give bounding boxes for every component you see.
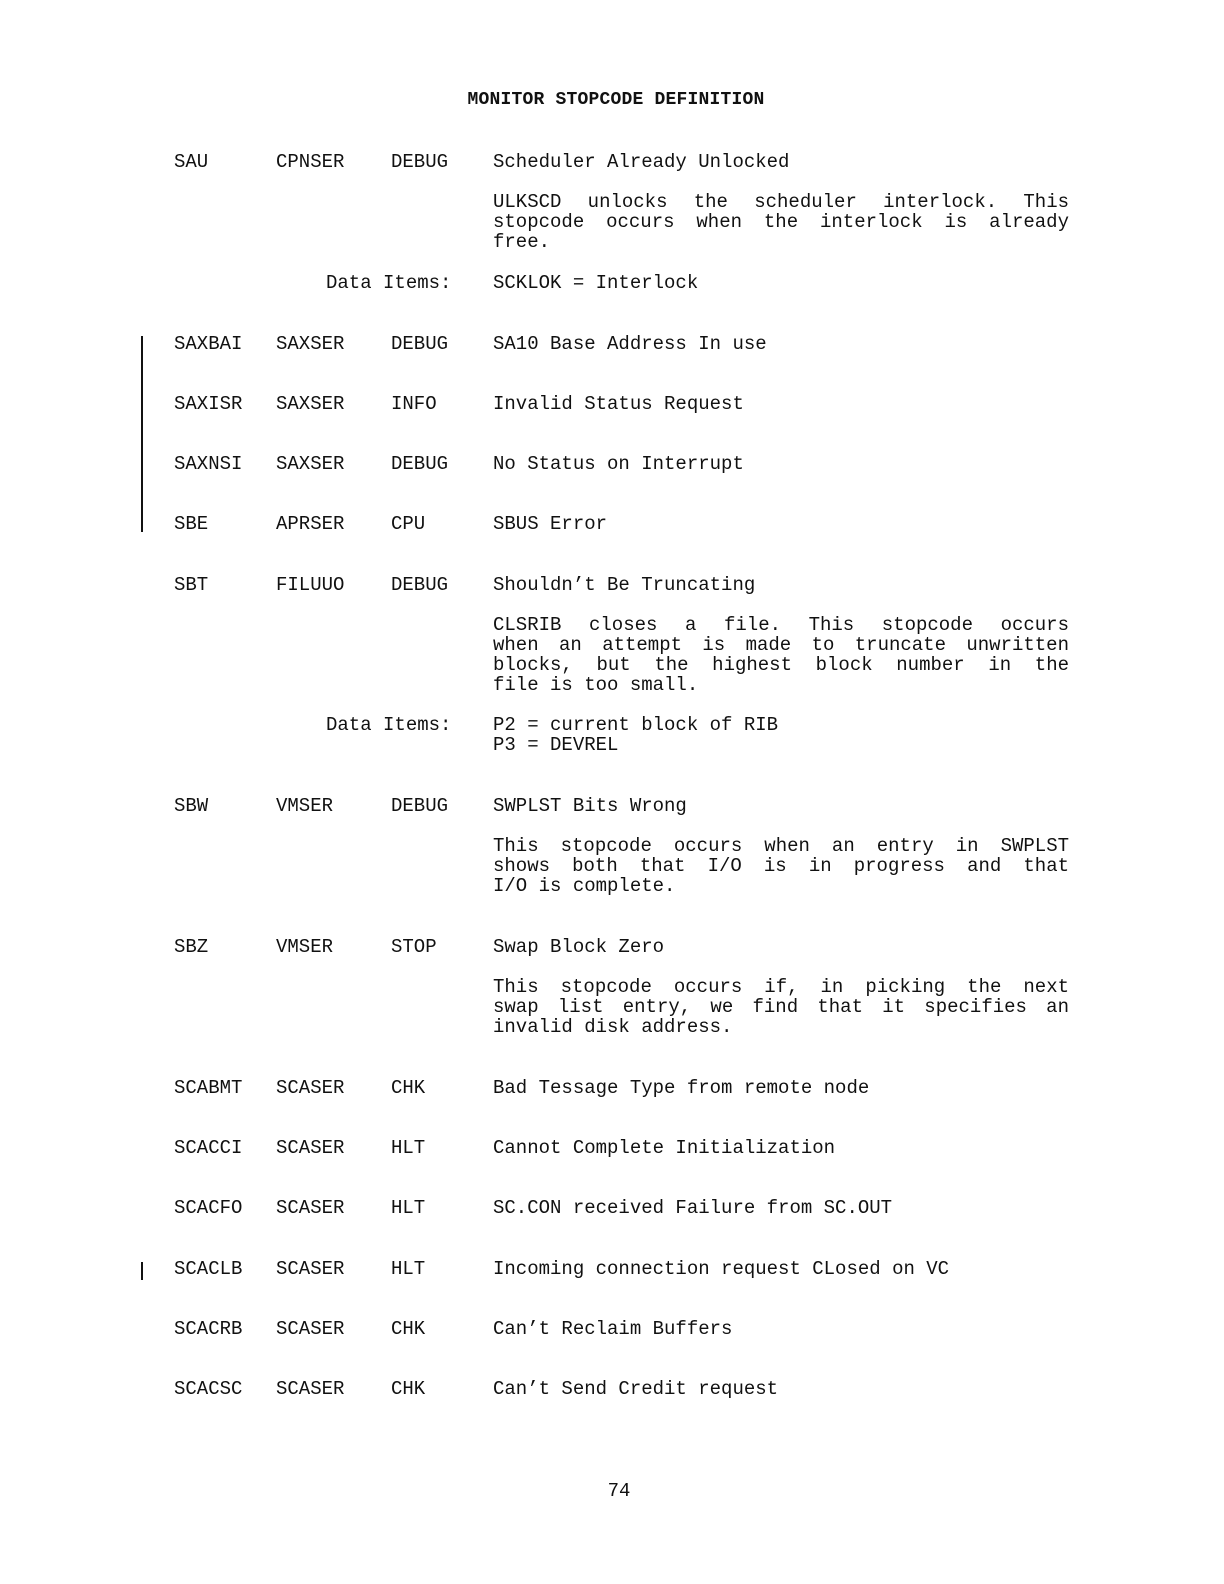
stopcode-name: Incoming connection request CLosed on VC xyxy=(493,1258,950,1280)
stopcode-code: SCACCI xyxy=(174,1137,243,1159)
description-line: invalid disk address. xyxy=(493,1016,733,1038)
stopcode-type: HLT xyxy=(391,1258,426,1280)
stopcode-type: CPU xyxy=(391,513,426,535)
stopcode-name: Swap Block Zero xyxy=(493,936,665,958)
stopcode-name: No Status on Interrupt xyxy=(493,453,744,475)
stopcode-code: SAXBAI xyxy=(174,333,243,355)
stopcode-module: SCASER xyxy=(276,1318,345,1340)
stopcode-module: SCASER xyxy=(276,1258,345,1280)
stopcode-code: SAXISR xyxy=(174,393,243,415)
stopcode-name: Cannot Complete Initialization xyxy=(493,1137,836,1159)
stopcode-type: INFO xyxy=(391,393,437,415)
description-line: free. xyxy=(493,231,551,253)
stopcode-module: APRSER xyxy=(276,513,345,535)
change-bar xyxy=(141,336,143,532)
stopcode-name: Can’t Reclaim Buffers xyxy=(493,1318,733,1340)
stopcode-code: SAU xyxy=(174,151,209,173)
stopcode-module: SAXSER xyxy=(276,393,345,415)
description-line: stopcode occurs when the interlock is already xyxy=(493,211,1069,233)
description-line: ULKSCD unlocks the scheduler interlock. This xyxy=(493,191,1069,213)
stopcode-code: SCACRB xyxy=(174,1318,243,1340)
page-title: MONITOR STOPCODE DEFINITION xyxy=(467,90,765,110)
stopcode-type: STOP xyxy=(391,936,437,958)
stopcode-module: CPNSER xyxy=(276,151,345,173)
stopcode-code: SCABMT xyxy=(174,1077,243,1099)
data-item: SCKLOK = Interlock xyxy=(493,272,699,294)
stopcode-code: SBT xyxy=(174,574,209,596)
stopcode-module: SCASER xyxy=(276,1378,345,1400)
description-line: swap list entry, we find that it specifies an xyxy=(493,996,1069,1018)
stopcode-module: VMSER xyxy=(276,936,334,958)
stopcode-type: DEBUG xyxy=(391,333,449,355)
stopcode-type: DEBUG xyxy=(391,574,449,596)
stopcode-module: SCASER xyxy=(276,1077,345,1099)
data-items-label: Data Items: xyxy=(326,272,452,294)
stopcode-type: DEBUG xyxy=(391,151,449,173)
stopcode-code: SBW xyxy=(174,795,209,817)
description-line: blocks, but the highest block number in the xyxy=(493,654,1069,676)
stopcode-module: SCASER xyxy=(276,1197,345,1219)
stopcode-name: SC.CON received Failure from SC.OUT xyxy=(493,1197,893,1219)
description-line: file is too small. xyxy=(493,674,699,696)
stopcode-name: Bad Tessage Type from remote node xyxy=(493,1077,870,1099)
stopcode-description xyxy=(493,977,1069,1037)
stopcode-name: Invalid Status Request xyxy=(493,393,744,415)
description-line: when an attempt is made to truncate unwritten xyxy=(493,634,1069,656)
stopcode-name: Can’t Send Credit request xyxy=(493,1378,779,1400)
stopcode-type: CHK xyxy=(391,1318,426,1340)
data-items-values xyxy=(493,715,778,755)
stopcode-name: Scheduler Already Unlocked xyxy=(493,151,790,173)
data-item: P2 = current block of RIB xyxy=(493,714,779,736)
description-line: shows both that I/O is in progress and that xyxy=(493,855,1069,877)
stopcode-module: SAXSER xyxy=(276,453,345,475)
description-line: This stopcode occurs when an entry in SWPLST xyxy=(493,835,1069,857)
stopcode-type: DEBUG xyxy=(391,453,449,475)
stopcode-type: HLT xyxy=(391,1197,426,1219)
stopcode-code: SBZ xyxy=(174,936,209,958)
stopcode-type: HLT xyxy=(391,1137,426,1159)
stopcode-module: SAXSER xyxy=(276,333,345,355)
data-items-values xyxy=(493,273,698,293)
page-number: 74 xyxy=(607,1480,631,1502)
stopcode-module: FILUUO xyxy=(276,574,345,596)
stopcode-name: SWPLST Bits Wrong xyxy=(493,795,687,817)
description-line: This stopcode occurs if, in picking the next xyxy=(493,976,1069,998)
stopcode-module: VMSER xyxy=(276,795,334,817)
stopcode-name: SA10 Base Address In use xyxy=(493,333,767,355)
stopcode-code: SAXNSI xyxy=(174,453,243,475)
stopcode-description xyxy=(493,836,1069,896)
stopcode-type: CHK xyxy=(391,1378,426,1400)
stopcode-type: DEBUG xyxy=(391,795,449,817)
stopcode-code: SBE xyxy=(174,513,209,535)
stopcode-name: Shouldn’t Be Truncating xyxy=(493,574,756,596)
stopcode-code: SCACFO xyxy=(174,1197,243,1219)
description-line: I/O is complete. xyxy=(493,875,676,897)
data-item: P3 = DEVREL xyxy=(493,734,619,756)
stopcode-code: SCACLB xyxy=(174,1258,243,1280)
stopcode-module: SCASER xyxy=(276,1137,345,1159)
data-items-label: Data Items: xyxy=(326,714,452,736)
stopcode-description xyxy=(493,615,1069,695)
stopcode-name: SBUS Error xyxy=(493,513,608,535)
stopcode-code: SCACSC xyxy=(174,1378,243,1400)
change-bar xyxy=(141,1262,143,1280)
description-line: CLSRIB closes a file. This stopcode occurs xyxy=(493,614,1069,636)
stopcode-type: CHK xyxy=(391,1077,426,1099)
stopcode-description xyxy=(493,192,1069,252)
